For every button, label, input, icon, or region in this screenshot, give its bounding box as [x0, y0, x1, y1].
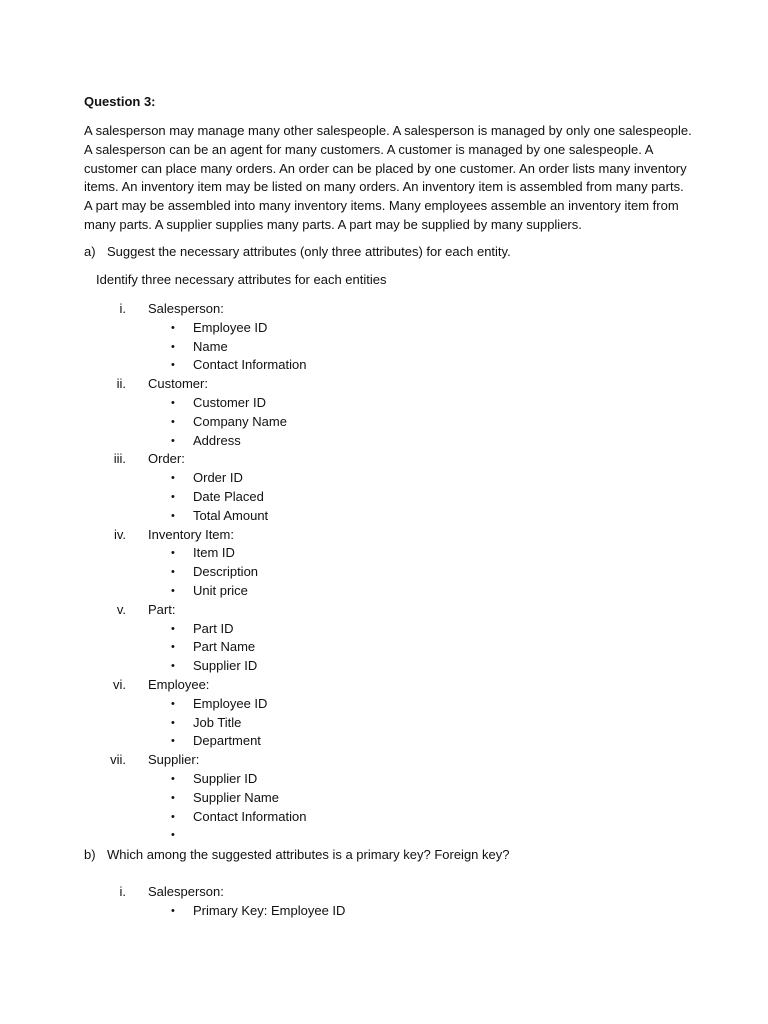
attribute-text: Address [193, 432, 241, 448]
entity-numeral: i. [119, 883, 126, 899]
entity-numeral: i. [119, 301, 126, 316]
attribute-text: Item ID [193, 545, 235, 561]
bullet-icon: • [171, 397, 175, 409]
bullet-icon: • [171, 735, 175, 748]
bullet-icon: • [171, 791, 175, 804]
bullet-icon: • [171, 547, 175, 560]
bullet-icon: • [171, 904, 175, 917]
attribute-text: Total Amount [193, 507, 269, 523]
attribute-text: Part ID [193, 620, 234, 636]
bullet-icon: • [171, 697, 175, 710]
entity-name: Employee: [148, 677, 210, 692]
bullet-icon: • [171, 340, 175, 353]
attribute-text: Contact Information [193, 808, 307, 824]
entity-name: Salesperson: [148, 883, 224, 899]
attribute-text: Company Name [193, 413, 287, 429]
entity-name: Part: [148, 601, 176, 617]
bullet-icon: • [171, 585, 175, 597]
attribute-text: Supplier ID [193, 658, 258, 674]
entity-name: Order: [148, 451, 185, 467]
attribute-text: Job Title [193, 714, 242, 730]
entity-name: Inventory Item: [148, 526, 234, 542]
bullet-icon: • [171, 415, 175, 428]
bullet-icon: • [171, 660, 175, 673]
bullet-icon: • [171, 321, 175, 334]
attribute-text: Customer ID [193, 395, 266, 410]
attribute-text: Part Name [193, 639, 256, 655]
bullet-icon: • [171, 641, 175, 654]
bullet-icon: • [171, 810, 175, 823]
entity-name: Salesperson: [148, 301, 224, 316]
bullet-icon: • [171, 829, 175, 842]
bullet-icon: • [171, 773, 175, 785]
part-a-intro: Identify three necessary attributes for each entities [96, 272, 387, 287]
bullet-icon: • [171, 509, 175, 522]
entity-numeral: vi. [113, 677, 126, 692]
part-b-line [84, 846, 509, 865]
attribute-text: Supplier ID [193, 771, 258, 786]
part-a-marker: a) [84, 244, 96, 259]
bullet-icon: • [171, 566, 175, 579]
entity-numeral: ii. [116, 376, 126, 392]
attribute-text: Order ID [193, 470, 243, 486]
part-a-line [84, 243, 511, 262]
attribute-text: Supplier Name [193, 789, 279, 805]
attribute-text: Unit price [193, 583, 248, 598]
bullet-icon: • [171, 359, 175, 372]
bullet-icon: • [171, 472, 175, 485]
bullet-icon: • [171, 434, 175, 447]
bullet-icon: • [171, 716, 175, 729]
entity-numeral: v. [116, 601, 126, 617]
bullet-icon: • [171, 491, 175, 503]
attribute-text: Employee ID [193, 319, 268, 335]
attribute-text: Description [193, 564, 259, 580]
part-b-marker: b) [84, 847, 96, 863]
attribute-text: Date Placed [193, 489, 264, 504]
question-paragraph: A salesperson may manage many other salespeople. A salesperson is managed by only one salespeople. A salesperson can be an agent for many customers. A customer is managed by one salespeople. A customer can place many orders. An order can be placed by one customer. An order lists many inventory items. An inventory item may be listed on many orders. An inventory item is assembled from many parts. A part may be assembled into many inventory items. Many employees assemble an inventory item from many parts. A supplier supplies many parts. A part may be supplied by many suppliers. [84, 123, 692, 232]
part-a-text: Suggest the necessary attributes (only three attributes) for each entity. [107, 244, 511, 259]
entity-name: Supplier: [148, 752, 200, 768]
question-title: Question 3: [84, 94, 156, 109]
attribute-text: Primary Key: Employee ID [193, 902, 346, 918]
entity-name: Customer: [148, 376, 208, 392]
attribute-text: Department [193, 733, 261, 749]
entity-numeral: iv. [113, 526, 126, 542]
entity-numeral: iii. [113, 451, 126, 467]
entity-numeral: vii. [110, 752, 126, 768]
bullet-icon: • [171, 622, 175, 635]
attribute-text: Contact Information [193, 357, 307, 373]
part-b-text: Which among the suggested attributes is a primary key? Foreign key? [107, 847, 510, 863]
attribute-text: Employee ID [193, 695, 268, 711]
attribute-text: Name [193, 338, 228, 354]
